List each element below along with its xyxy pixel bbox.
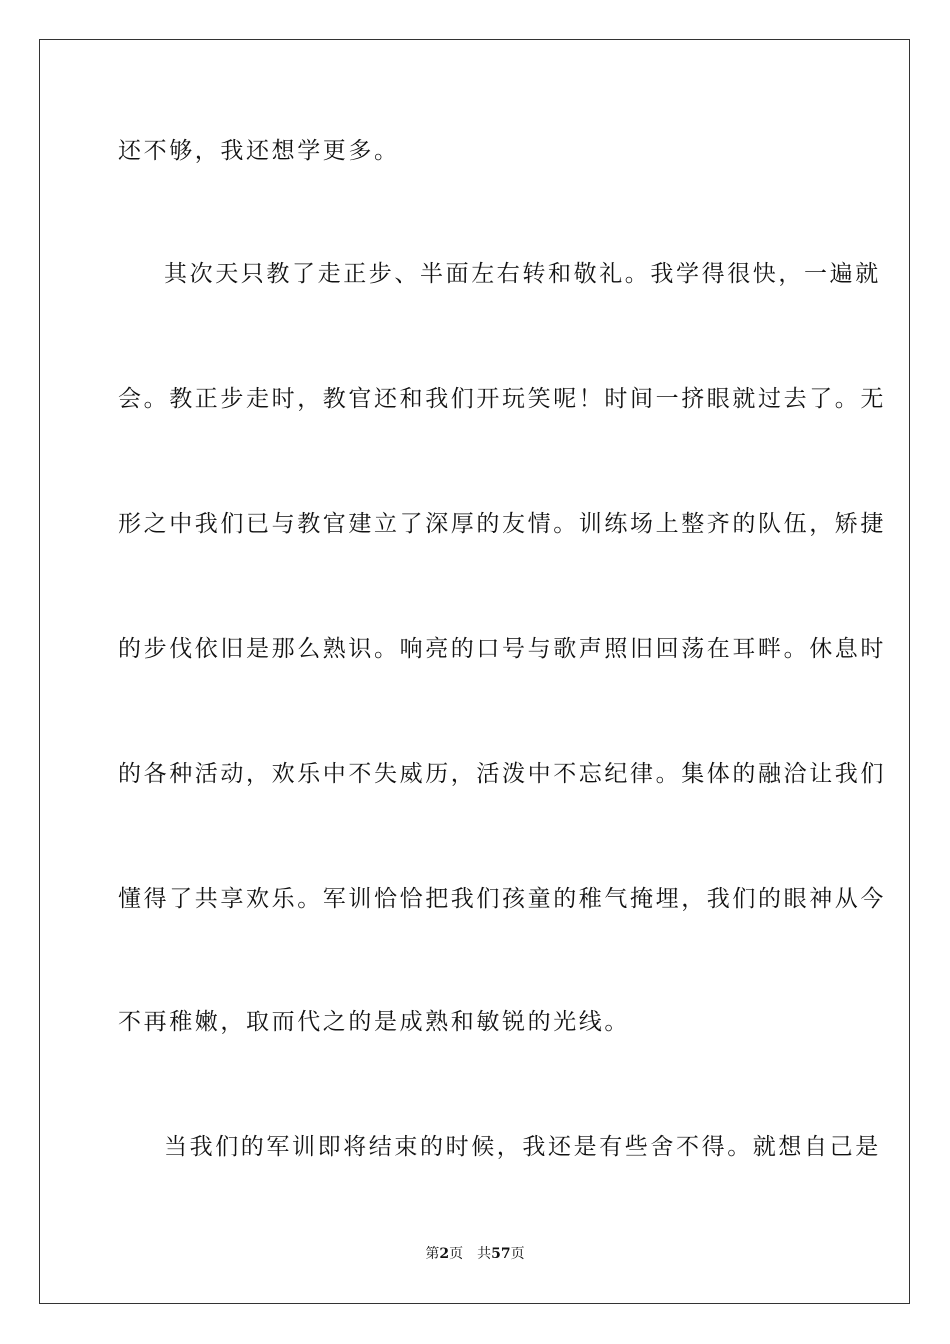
text-line-9: 当我们的军训即将结束的时候，我还是有些舍不得。就想自己是 xyxy=(164,1134,881,1160)
text-line-3: 会。教正步走时，教官还和我们开玩笑呢！时间一挤眼就过去了。无 xyxy=(118,386,886,412)
page-number: 2 xyxy=(439,1246,450,1262)
text-line-6: 的各种活动，欢乐中不失威历，活泼中不忘纪律。集体的融洽让我们 xyxy=(118,761,886,787)
page-label-prefix: 第 xyxy=(425,1246,440,1262)
total-pages: 57 xyxy=(491,1246,511,1262)
text-line-2: 其次天只教了走正步、半面左右转和敬礼。我学得很快，一遍就 xyxy=(164,261,881,287)
page-border xyxy=(39,39,910,1304)
text-line-4: 形之中我们已与教官建立了深厚的友情。训练场上整齐的队伍，矫捷 xyxy=(118,511,886,537)
total-label-prefix: 共 xyxy=(477,1246,492,1262)
text-line-5: 的步伐依旧是那么熟识。响亮的口号与歌声照旧回荡在耳畔。休息时 xyxy=(118,636,886,662)
text-line-8: 不再稚嫩，取而代之的是成熟和敏锐的光线。 xyxy=(118,1009,630,1035)
page-footer xyxy=(0,1244,950,1264)
page-label-suffix: 页 xyxy=(449,1246,464,1262)
total-label-suffix: 页 xyxy=(510,1246,525,1262)
text-line-7: 懂得了共享欢乐。军训恰恰把我们孩童的稚气掩埋，我们的眼神从今 xyxy=(118,886,886,912)
text-line-1: 还不够，我还想学更多。 xyxy=(118,138,400,164)
